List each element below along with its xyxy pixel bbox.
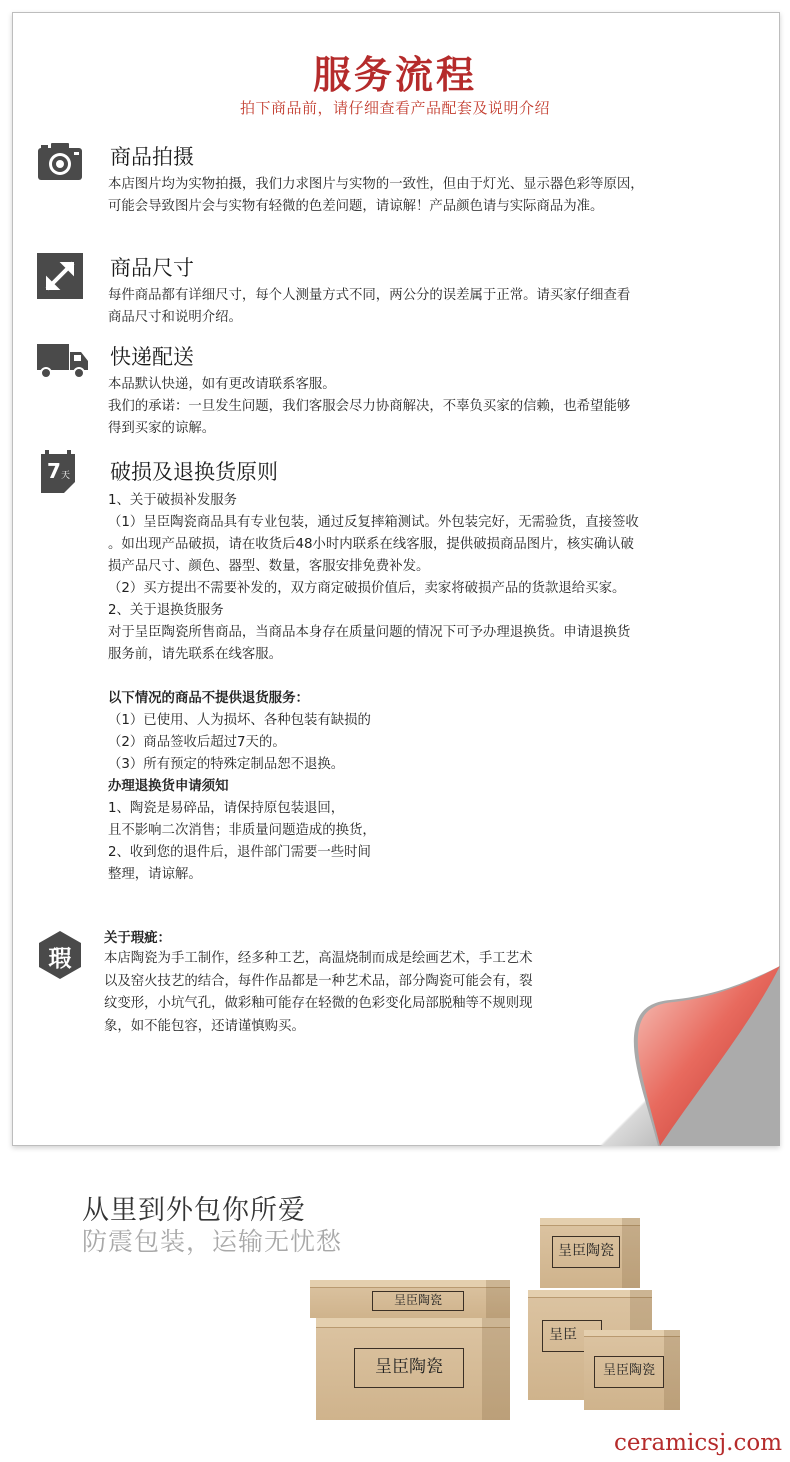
text-line: （1）呈臣陶瓷商品具有专业包装，通过反复摔箱测试。外包装完好，无需验货，直接签收 bbox=[108, 515, 639, 530]
text-line: 本店陶瓷为手工制作，经多种工艺，高温烧制而成是绘画艺术，手工艺术 bbox=[104, 951, 533, 966]
defect-badge-icon bbox=[38, 930, 82, 980]
camera-icon bbox=[36, 138, 84, 186]
calendar-unit: 天 bbox=[61, 471, 71, 481]
section-title-photography: 商品拍摄 bbox=[110, 145, 194, 169]
box-label: 呈臣陶瓷 bbox=[372, 1291, 464, 1311]
delivery-truck-icon bbox=[36, 336, 90, 384]
text-line: 。如出现产品破损，请在收货后48小时内联系在线客服，提供破损商品图片，核实确认破 bbox=[108, 537, 634, 552]
section-body-size bbox=[108, 285, 743, 329]
shipping-box-large bbox=[316, 1318, 510, 1420]
text-line-bold: 以下情况的商品不提供退货服务： bbox=[108, 691, 309, 706]
text-line: 本品默认快递，如有更改请联系客服。 bbox=[108, 377, 336, 392]
text-line: 商品尺寸和说明介绍。 bbox=[108, 310, 242, 325]
text-line: 整理，请谅解。 bbox=[108, 867, 202, 882]
text-line: 2、收到您的退件后，退件部门需要一些时间 bbox=[108, 845, 371, 860]
section-body-returns bbox=[108, 490, 743, 886]
text-line: （2）商品签收后超过7天的。 bbox=[108, 735, 286, 750]
section-title-size: 商品尺寸 bbox=[110, 256, 194, 280]
calendar-number: 7 bbox=[47, 459, 61, 483]
text-line: 以及窑火技艺的结合，每件作品都是一种艺术品，部分陶瓷可能会有，裂 bbox=[104, 973, 533, 989]
text-line: 每件商品都有详细尺寸，每个人测量方式不同，两公分的误差属于正常。请买家仔细查看 bbox=[108, 288, 631, 303]
text-line: 对于呈臣陶瓷所售商品，当商品本身存在质量问题的情况下可予办理退换货。申请退换货 bbox=[108, 625, 631, 640]
defect-body bbox=[104, 948, 744, 1038]
text-line: 损产品尺寸、颜色、器型、数量，客服安排免费补发。 bbox=[108, 559, 430, 574]
box-label-partial: 呈臣 bbox=[542, 1320, 602, 1352]
text-line: 我们的承诺：一旦发生问题，我们客服会尽力协商解决，不辜负买家的信赖，也希望能够 bbox=[108, 399, 631, 414]
text-line: （1）已使用、人为损坏、各种包装有缺损的 bbox=[108, 713, 371, 728]
section-title-returns: 破损及退换货原则 bbox=[110, 460, 278, 484]
section-body-delivery bbox=[108, 374, 743, 440]
text-line: 象，如不能包容，还请谨慎购买。 bbox=[104, 1018, 305, 1034]
text-line: 得到买家的谅解。 bbox=[108, 421, 216, 436]
watermark: ceramicsj.com bbox=[613, 1430, 782, 1456]
text-line: 可能会导致图片会与实物有轻微的色差问题，请谅解！产品颜色请与实际商品为准。 bbox=[108, 199, 604, 214]
resize-arrow-icon bbox=[36, 252, 84, 300]
box-label: 呈臣陶瓷 bbox=[594, 1356, 664, 1388]
text-line: 且不影响二次消售；非质量问题造成的换货， bbox=[108, 823, 376, 838]
box-label: 呈臣陶瓷 bbox=[552, 1236, 620, 1268]
page-subtitle: 拍下商品前，请仔细查看产品配套及说明介绍 bbox=[239, 99, 550, 117]
text-line: 服务前，请先联系在线客服。 bbox=[108, 647, 283, 662]
seven-day-calendar-icon bbox=[40, 450, 76, 494]
packaging-title: 从里到外包你所爱 bbox=[82, 1195, 306, 1226]
text-line: （2）买方提出不需要补发的，双方商定破损价值后，卖家将破损产品的货款退给买家。 bbox=[108, 581, 626, 596]
text-line: 2、关于退换货服务 bbox=[108, 603, 224, 618]
shipping-box-flat bbox=[310, 1280, 510, 1318]
text-line: 1、陶瓷是易碎品，请保持原包装退回， bbox=[108, 801, 345, 816]
shipping-box-small bbox=[584, 1330, 680, 1410]
text-line: 1、关于破损补发服务 bbox=[108, 493, 238, 508]
defect-heading: 关于瑕疵： bbox=[104, 931, 171, 946]
box-label: 呈臣陶瓷 bbox=[354, 1348, 464, 1388]
page-title: 服务流程 bbox=[312, 53, 477, 97]
packaging-subtitle: 防震包装，运输无忧愁 bbox=[82, 1227, 343, 1256]
text-line-bold: 办理退换货申请须知 bbox=[108, 779, 229, 794]
text-line: （3）所有预定的特殊定制品恕不退换。 bbox=[108, 757, 345, 772]
text-line: 纹变形，小坑气孔，做彩釉可能存在轻微的色彩变化局部脱釉等不规则现 bbox=[104, 996, 533, 1011]
defect-badge-text: 瑕 bbox=[48, 946, 72, 972]
section-title-delivery: 快递配送 bbox=[110, 345, 194, 369]
text-line-blank bbox=[108, 666, 743, 688]
shipping-box-top bbox=[540, 1218, 640, 1288]
section-body-photography bbox=[108, 174, 743, 218]
text-line: 本店图片均为实物拍摄，我们力求图片与实物的一致性，但由于灯光、显示器色彩等原因， bbox=[108, 177, 644, 192]
